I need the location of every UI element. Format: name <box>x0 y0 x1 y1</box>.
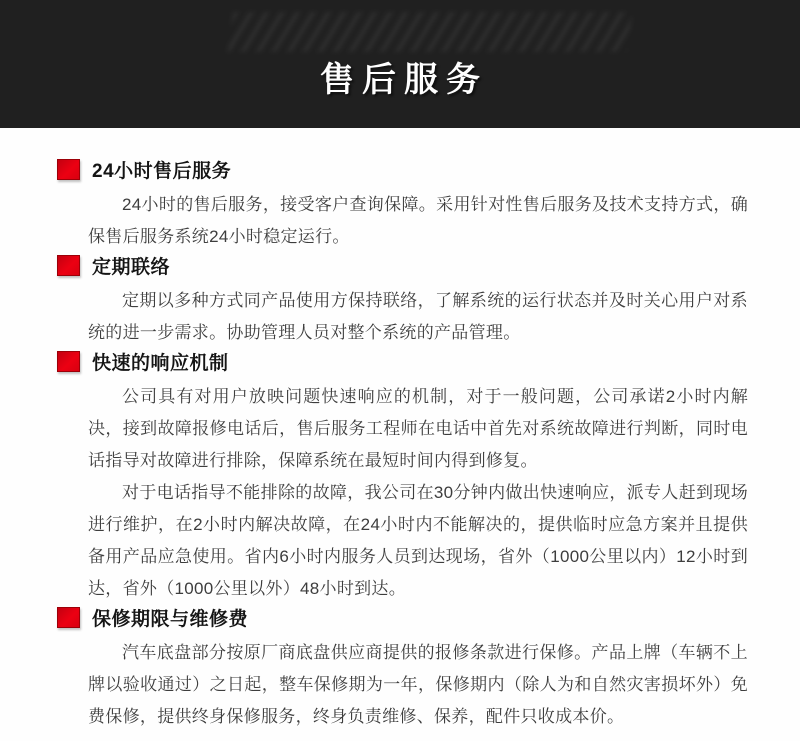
page-title: 售后服务 <box>320 61 488 99</box>
paragraph: 对于电话指导不能排除的故障，我公司在30分钟内做出快速响应，派专人赶到现场进行维护，在2小时内解决故障，在24小时内不能解决的，提供临时应急方案并且提供备用产品应急使用。省内6小时内服务人员到达现场，省外（1000公里以内）12小时到达，省外（1000公里以外）48小时到达。 <box>88 483 748 598</box>
section-title: 保修期限与维修费 <box>92 608 249 630</box>
section-title: 定期联络 <box>92 256 171 278</box>
red-square-bullet-icon <box>57 255 80 276</box>
section-heading-row <box>57 605 748 629</box>
section-heading-row <box>57 253 748 277</box>
paragraph: 定期以多种方式同产品使用方保持联络，了解系统的运行状态并及时关心用户对系统的进一步需求。协助管理人员对整个系统的产品管理。 <box>88 291 748 342</box>
section-body <box>88 285 748 349</box>
paragraph: 汽车底盘部分按原厂商底盘供应商提供的报修条款进行保修。产品上牌（车辆不上牌以验收通过）之日起，整车保修期为一年，保修期内（除人为和自然灾害损坏外）免费保修，提供终身保修服务，终身负责维修、保养，配件只收成本价。 <box>88 643 748 726</box>
section-rapid-response <box>57 349 748 605</box>
section-heading-row <box>57 349 748 373</box>
section-24h-service <box>57 157 748 253</box>
section-heading-row <box>57 157 748 181</box>
section-body <box>88 381 748 605</box>
section-body <box>88 637 748 733</box>
page-header-banner <box>0 0 800 128</box>
page-content <box>0 128 800 733</box>
red-square-bullet-icon <box>57 607 80 628</box>
section-warranty-fees <box>57 605 748 733</box>
paragraph: 24小时的售后服务，接受客户查询保障。采用针对性售后服务及技术支持方式，确保售后服务系统24小时稳定运行。 <box>88 195 748 246</box>
red-square-bullet-icon <box>57 351 80 372</box>
section-title: 24小时售后服务 <box>92 160 232 182</box>
faint-watermark <box>227 12 633 52</box>
section-title: 快速的响应机制 <box>92 352 229 374</box>
section-body <box>88 189 748 253</box>
paragraph: 公司具有对用户放映问题快速响应的机制，对于一般问题，公司承诺2小时内解决，接到故障报修电话后，售后服务工程师在电话中首先对系统故障进行判断，同时电话指导对故障进行排除，保障系统在最短时间内得到修复。 <box>88 387 748 470</box>
section-regular-contact <box>57 253 748 349</box>
red-square-bullet-icon <box>57 159 80 180</box>
